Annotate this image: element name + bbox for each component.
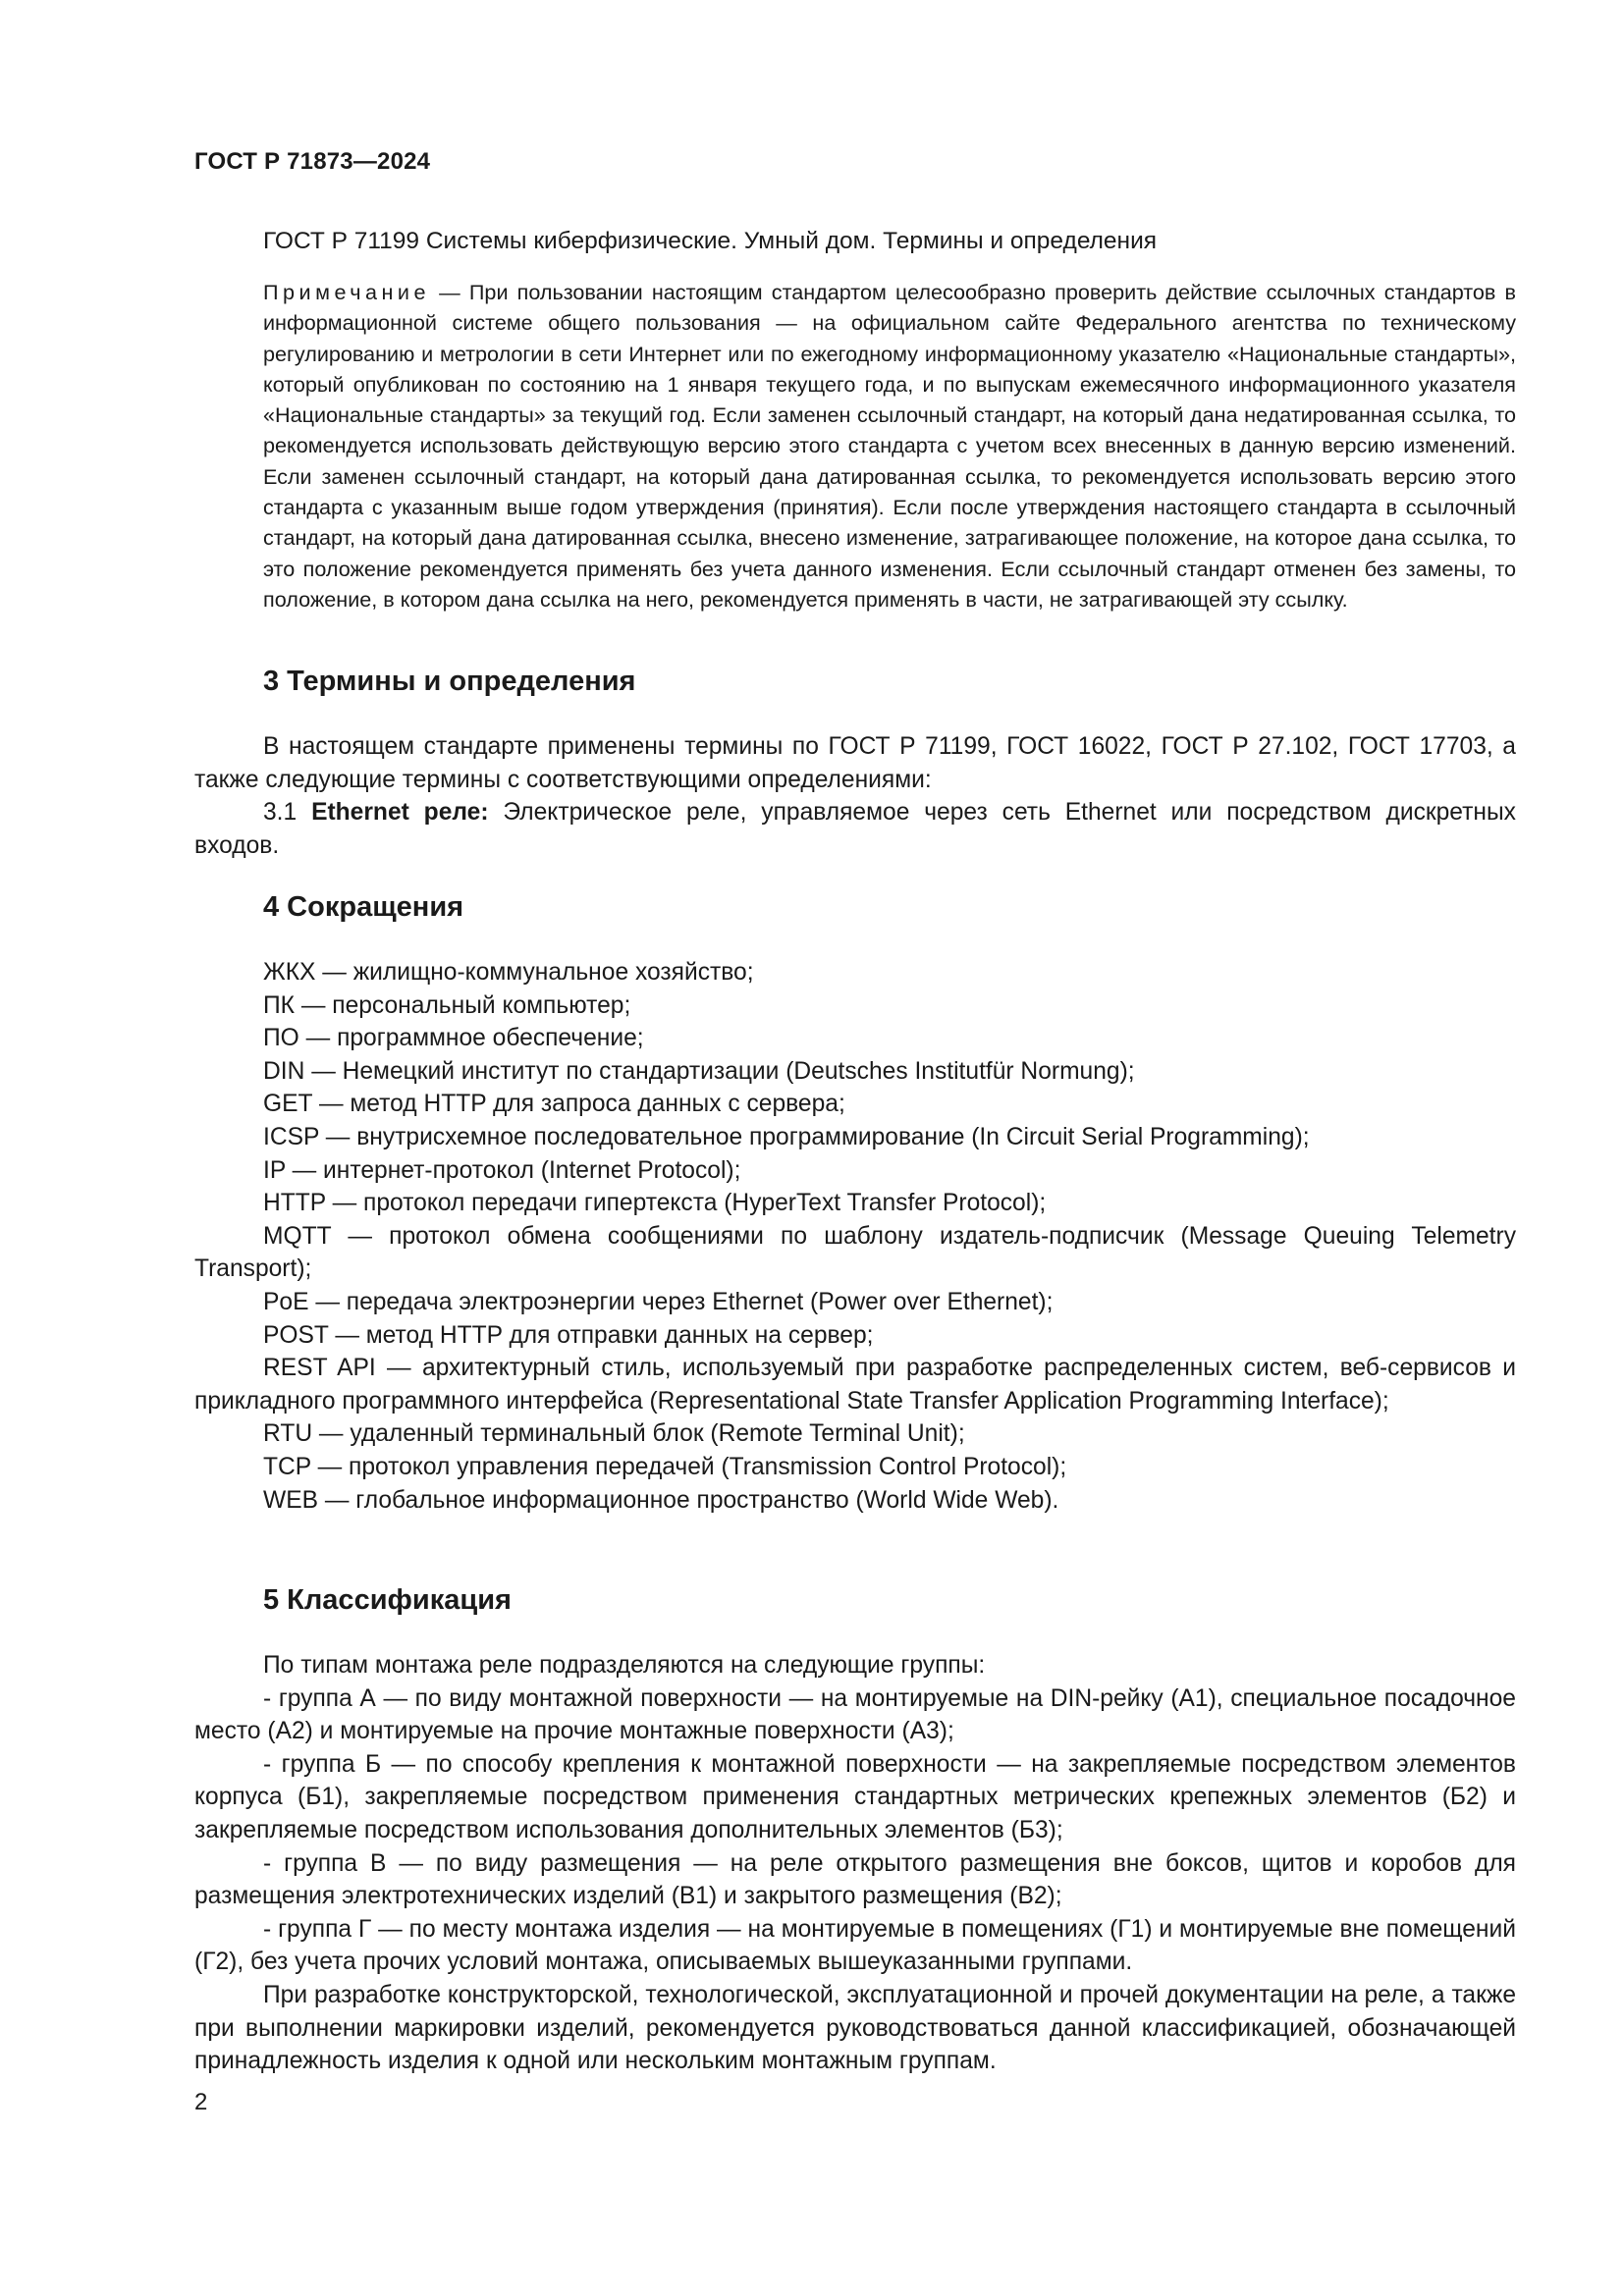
group-item: - группа Г — по месту монтажа изделия — на монтируемые в помещениях (Г1) и монтируемые вне помещений (Г2), без учета прочих условий монтажа, описываемых вышеуказанными группами. [194, 1915, 1516, 1976]
list-item: RTU — удаленный терминальный блок (Remote Terminal Unit); [263, 1420, 965, 1448]
note-text: — При пользовании настоящим стандартом целесообразно проверить действие ссылочных стандартов в информационной системе общего пользования — на официальном сайте Федерального агентства по техническому регулированию и метрологии в сети Интернет или по ежегодному информационному указателю «Национальные стандарты», который опубликован по состоянию на 1 января текущего года, и по выпускам ежемесячного информационного указателя «Национальные стандарты» за текущий год. Если заменен ссылочный стандарт, на который дана недатированная ссылка, то рекомендуется использовать действующую версию этого стандарта с учетом всех внесенных в данную версию изменений. Если заменен ссылочный стандарт, на который дана датированная ссылка, то рекомендуется использовать версию этого стандарта с указанным выше годом утверждения (принятия). Если после утверждения настоящего стандарта в ссылочный стандарт, на который дана датированная ссылка, внесено изменение, затрагивающее положение, на которое дана ссылка, то это положение рекомендуется применять без учета данного изменения. Если ссылочный стандарт отменен без замены, то положение, в котором дана ссылка на него, рекомендуется применять в части, не затрагивающей эту ссылку. [263, 280, 1516, 612]
group-item: - группа Б — по способу крепления к монтажной поверхности — на закрепляемые посредством элементов корпуса (Б1), закрепляемые посредством применения стандартных метрических крепежных элементов (Б2) и закрепляемые посредством использования дополнительных элементов (Б3); [194, 1750, 1516, 1843]
section-4-heading: 4 Сокращения [263, 891, 464, 923]
section-3-body [194, 730, 1516, 862]
page-number: 2 [194, 2089, 208, 2115]
term-definition: Электрическое реле, управляемое через сеть Ethernet или посредством дискретных входов. [194, 799, 1516, 859]
abbreviations-list [194, 956, 1516, 1517]
list-item: MQTT — протокол обмена сообщениями по шаблону издатель-подписчик (Message Queuing Telemetry Transport); [194, 1222, 1516, 1283]
section-5-body [194, 1649, 1516, 2078]
list-item: REST API — архитектурный стиль, используемый при разработке распределенных систем, веб-сервисов и прикладного программного интерфейса (Representational State Transfer Application Programming Interface); [194, 1355, 1516, 1415]
list-item: DIN — Немецкий институт по стандартизации (Deutsches Institutfür Normung); [263, 1057, 1135, 1085]
section-5-heading: 5 Классификация [263, 1584, 512, 1616]
term-number: 3.1 [263, 799, 298, 827]
term-name: Ethernet реле: [311, 799, 489, 827]
group-item: - группа А — по виду монтажной поверхности — на монтируемые на DIN-рейку (А1), специальное посадочное место (А2) и монтируемые на прочие монтажные поверхности (А3); [194, 1684, 1516, 1745]
list-item: ICSP — внутрисхемное последовательное программирование (In Circuit Serial Programming); [263, 1123, 1310, 1150]
list-item: WEB — глобальное информационное пространство (World Wide Web). [263, 1486, 1059, 1514]
list-item: HTTP — протокол передачи гипертекста (HyperText Transfer Protocol); [263, 1190, 1047, 1217]
list-item: GET — метод HTTP для запроса данных с сервера; [263, 1091, 845, 1118]
section-3-intro: В настоящем стандарте применены термины по ГОСТ Р 71199, ГОСТ 16022, ГОСТ Р 27.102, ГОСТ 17703, а также следующие термины с соответствующими определениями: [194, 733, 1516, 793]
list-item: ЖКХ — жилищно-коммунальное хозяйство; [263, 959, 754, 986]
term-3-1 [194, 796, 1516, 862]
section-3-heading: 3 Термины и определения [263, 666, 636, 697]
list-item: TCP — протокол управления передачей (Transmission Control Protocol); [263, 1453, 1067, 1480]
list-item: PoE — передача электроэнергии через Ethernet (Power over Ethernet); [263, 1288, 1054, 1315]
list-item: POST — метод HTTP для отправки данных на сервер; [263, 1321, 874, 1349]
list-item: ПО — программное обеспечение; [263, 1025, 644, 1052]
reference-note [194, 277, 1516, 614]
section-5-intro: По типам монтажа реле подразделяются на следующие группы: [263, 1652, 986, 1679]
reference-standard-line: ГОСТ Р 71199 Системы киберфизические. Умный дом. Термины и определения [263, 228, 1158, 254]
section-5-closing: При разработке конструкторской, технологической, эксплуатационной и прочей документации на реле, а также при выполнении маркировки изделий, рекомендуется руководствоваться данной классификацией, обозначающей принадлежность изделия к одной или нескольким монтажным группам. [194, 1981, 1516, 2075]
list-item: ПК — персональный компьютер; [263, 991, 631, 1019]
document-header: ГОСТ Р 71873—2024 [194, 148, 431, 175]
list-item: IP — интернет-протокол (Internet Protocol); [263, 1156, 741, 1184]
group-item: - группа В — по виду размещения — на реле открытого размещения вне боксов, щитов и коробов для размещения электротехнических изделий (В1) и закрытого размещения (В2); [194, 1849, 1516, 1910]
note-label: Примечание [263, 280, 430, 304]
